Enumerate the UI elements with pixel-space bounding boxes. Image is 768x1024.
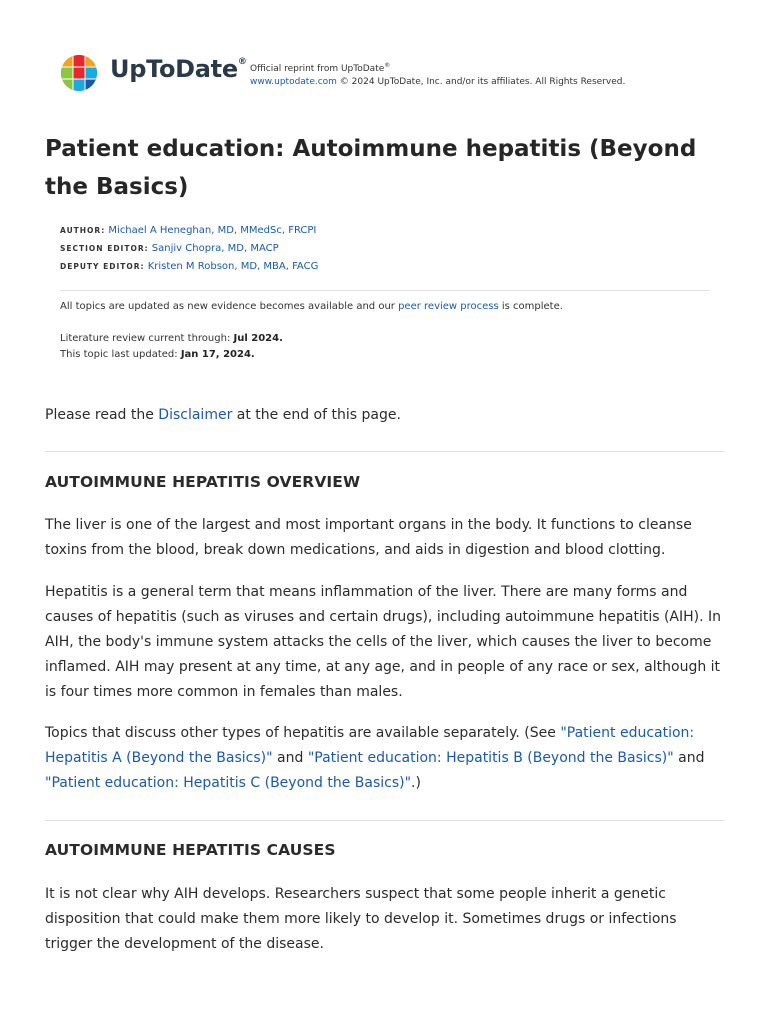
overview-paragraph-3: Topics that discuss other types of hepatitis are available separately. (See "Patient education: Hepatitis A (Beyond the Basics)" and "Patient education: Hepatitis B (Beyond the Basics)" and "Patient education: Hepatitis C (Beyond the Basics)".) — [45, 725, 705, 791]
page-header — [60, 52, 720, 96]
author-link[interactable]: Michael A Heneghan, MD, MMedSc, FRCPI — [108, 225, 317, 236]
deputy-editor-link[interactable]: Kristen M Robson, MD, MBA, FACG — [147, 261, 319, 272]
section-heading-causes: AUTOIMMUNE HEPATITIS CAUSES — [45, 841, 336, 859]
reprint-notice: Official reprint from UpToDate® www.uptodate.com © 2024 UpToDate, Inc. and/or its affiliates. All Rights Reserved. — [250, 62, 626, 87]
update-note: All topics are updated as new evidence becomes available and our peer review process is complete. — [60, 301, 563, 312]
uptodate-logo-icon — [60, 54, 98, 92]
site-link[interactable]: www.uptodate.com — [250, 77, 337, 87]
overview-paragraph-1: The liver is one of the largest and most important organs in the body. It functions to cleanse toxins from the blood, break down medications, and aids in digestion and blood clotting. — [45, 517, 692, 558]
divider — [45, 451, 725, 452]
deputy-editor-row: DEPUTY EDITOR: Kristen M Robson, MD, MBA, FACG — [60, 261, 319, 272]
hepatitis-c-link[interactable]: "Patient education: Hepatitis C (Beyond the Basics)" — [45, 775, 412, 791]
peer-review-link[interactable]: peer review process — [398, 301, 499, 312]
divider — [45, 820, 725, 821]
author-list — [60, 222, 318, 276]
review-dates: Literature review current through: Jul 2024. This topic last updated: Jan 17, 2024. — [60, 333, 283, 360]
section-editor-row: SECTION EDITOR: Sanjiv Chopra, MD, MACP — [60, 243, 279, 254]
divider — [60, 290, 710, 291]
section-heading-overview: AUTOIMMUNE HEPATITIS OVERVIEW — [45, 473, 361, 491]
disclaimer-link[interactable]: Disclaimer — [158, 407, 233, 423]
page-title: Patient education: Autoimmune hepatitis (Beyond the Basics) — [45, 136, 697, 200]
hepatitis-a-link[interactable]: "Patient education: Hepatitis A (Beyond the Basics)" — [45, 725, 695, 766]
author-row: AUTHOR: Michael A Heneghan, MD, MMedSc, FRCPI — [60, 225, 317, 236]
causes-paragraph-1: It is not clear why AIH develops. Researchers suspect that some people inherit a genetic disposition that could make them more likely to develop it. Sometimes drugs or infections trigger the development of the disease. — [45, 886, 677, 952]
overview-paragraph-2: Hepatitis is a general term that means inflammation of the liver. There are many forms and causes of hepatitis (such as viruses and certain drugs), including autoimmune hepatitis (AIH). In AIH, the body's immune system attacks the cells of the liver, which causes the liver to become inflamed. AIH may present at any time, at any age, and in people of any race or sex, although it is four times more common in females than males. — [45, 584, 722, 700]
disclaimer-note: Please read the Disclaimer at the end of this page. — [45, 407, 401, 423]
hepatitis-b-link[interactable]: "Patient education: Hepatitis B (Beyond the Basics)" — [307, 750, 674, 766]
brand-name: UpToDate® — [110, 55, 247, 83]
section-editor-link[interactable]: Sanjiv Chopra, MD, MACP — [151, 243, 279, 254]
